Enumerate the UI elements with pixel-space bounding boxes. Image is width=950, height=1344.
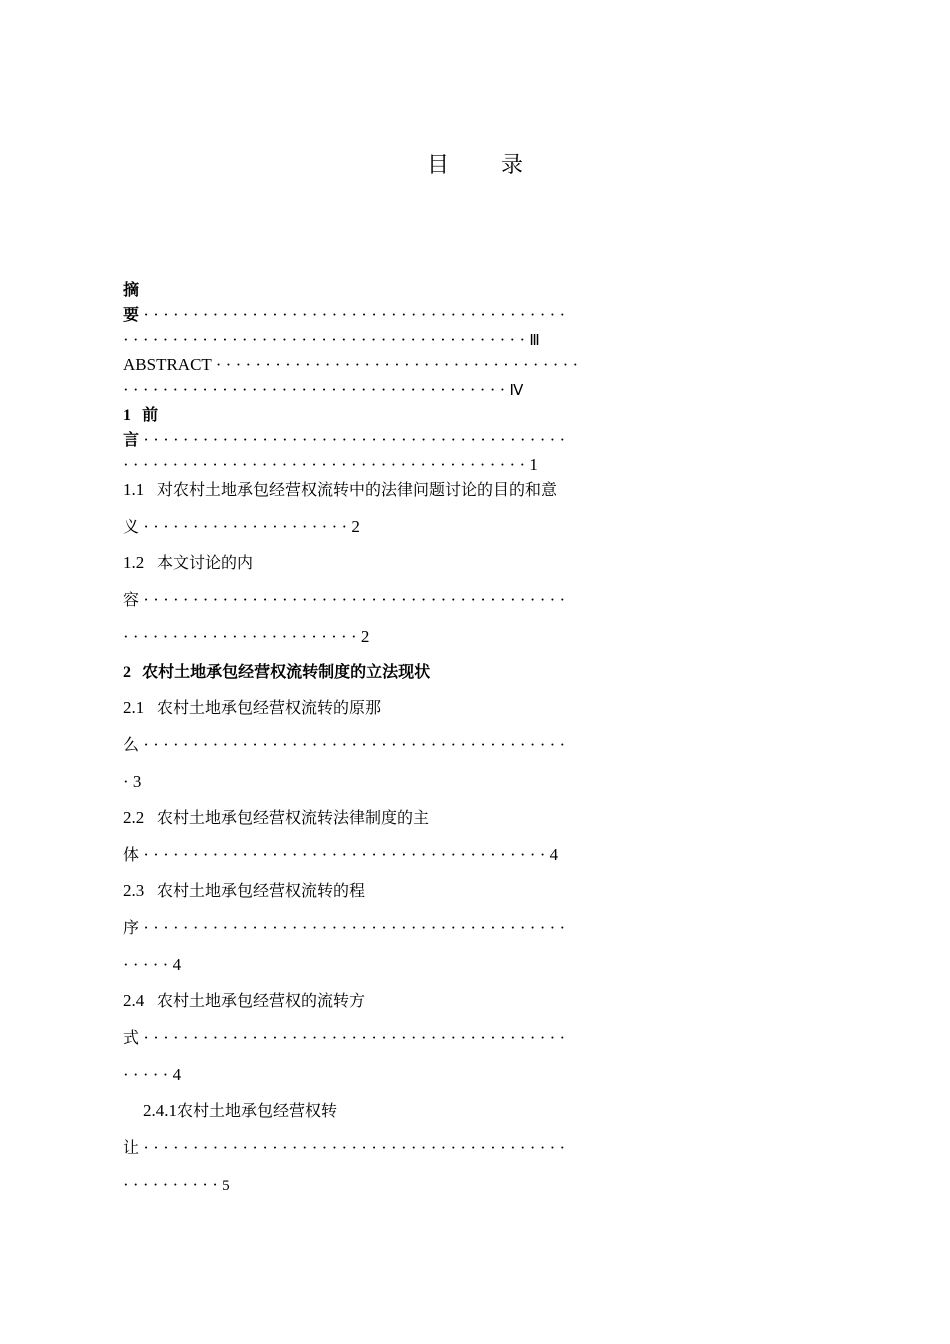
toc-entry-sec2-2-line1[interactable] <box>123 808 429 828</box>
toc-entry-sec2-2-line2[interactable] <box>123 845 558 865</box>
toc-page-number: 4 <box>172 955 182 974</box>
toc-label: 么 <box>123 735 140 754</box>
toc-leader: · · · · · · · · · · · · · · · · · · · · · · · · · · · · · · · · · · · · · · · · · · · <box>139 590 566 609</box>
toc-entry-sec1-2-line2[interactable] <box>123 590 565 610</box>
toc-leader: · · · · · · · · · · · · · · · · · · · · · · · · <box>123 627 361 646</box>
page-title <box>0 148 950 179</box>
toc-leader: · · · · · <box>123 1065 173 1084</box>
toc-section-number: 2.2 <box>123 808 145 827</box>
toc-entry-abstract-cn-line3[interactable] <box>123 330 540 351</box>
toc-label: 对农村土地承包经营权流转中的法律问题讨论的目的和意 <box>157 480 558 499</box>
toc-label: 式 <box>123 1028 140 1047</box>
toc-leader: · · · · · · · · · · · · · · · · · · · · · <box>139 517 352 536</box>
toc-leader: · · · · · · · · · · · · · · · · · · · · · · · · · · · · · · · · · · · · · <box>211 355 579 374</box>
toc-label: ABSTRACT <box>123 355 212 374</box>
toc-label: 农村土地承包经营权流转的原那 <box>157 698 382 717</box>
toc-section-number: 1 <box>123 407 131 424</box>
toc-section-number: 2.3 <box>123 881 145 900</box>
toc-page-number: 2 <box>351 517 360 536</box>
toc-entry-sec2-4-line1[interactable] <box>123 991 365 1011</box>
toc-entry-sec1-1-line1[interactable] <box>123 480 557 500</box>
toc-entry-sec2-4-1-line1[interactable] <box>143 1101 337 1121</box>
toc-leader: · · · · · · · · · · · · · · · · · · · · · · · · · · · · · · · · · · · · · · · · · · · <box>139 430 566 449</box>
toc-entry-sec2-1-line1[interactable] <box>123 698 381 718</box>
toc-label: 容 <box>123 590 140 609</box>
toc-leader: · · · · · · · · · · · · · · · · · · · · · · · · · · · · · · · · · · · · · · · · · · · <box>139 735 566 754</box>
toc-label: 农村土地承包经营权流转法律制度的主 <box>157 808 430 827</box>
toc-section-number: 1.2 <box>123 553 145 572</box>
toc-label: 农村土地承包经营权流转的程 <box>157 881 366 900</box>
toc-section-number: 2 <box>123 664 131 681</box>
toc-label: 要 <box>123 305 140 324</box>
toc-label: 农村土地承包经营权转 <box>177 1101 338 1120</box>
toc-label: 本文讨论的内 <box>157 553 254 572</box>
toc-page-number: 3 <box>132 772 142 791</box>
toc-entry-sec1-line1[interactable] <box>123 405 158 426</box>
toc-entry-sec2-3-line2[interactable] <box>123 918 565 938</box>
toc-entry-sec1-line2[interactable] <box>123 430 565 450</box>
toc-page-number: Ⅲ <box>529 333 540 349</box>
toc-leader: · · · · · · · · · · <box>123 1175 223 1194</box>
toc-label: 让 <box>123 1138 140 1157</box>
toc-entry-sec2-1-line3[interactable] <box>123 772 141 792</box>
toc-label: 农村土地承包经营权流转制度的立法现状 <box>142 662 431 681</box>
toc-label: 农村土地承包经营权的流转方 <box>157 991 366 1010</box>
toc-page-number: 4 <box>549 845 559 864</box>
toc-leader: · · · · · · · · · · · · · · · · · · · · · · · · · · · · · · · · · · · · · · · · · <box>139 845 550 864</box>
toc-entry-sec2[interactable] <box>123 662 430 683</box>
toc-leader: · · · · · · · · · · · · · · · · · · · · · · · · · · · · · · · · · · · · · · · · · · · <box>139 1028 566 1047</box>
toc-entry-sec2-4-line3[interactable] <box>123 1065 181 1085</box>
toc-page-number: 2 <box>360 627 370 646</box>
toc-entry-sec2-4-1-line3[interactable] <box>123 1175 230 1196</box>
toc-section-number: 2.1 <box>123 698 145 717</box>
toc-entry-sec2-4-line2[interactable] <box>123 1028 565 1048</box>
toc-label: 体 <box>123 845 140 864</box>
toc-leader: · · · · · · · · · · · · · · · · · · · · · · · · · · · · · · · · · · · · · · · <box>123 380 510 399</box>
toc-label: 义 <box>123 517 140 536</box>
toc-entry-sec1-2-line1[interactable] <box>123 553 253 573</box>
toc-leader: · · · · · · · · · · · · · · · · · · · · · · · · · · · · · · · · · · · · · · · · · · · <box>139 1138 566 1157</box>
toc-page-number: 4 <box>172 1065 182 1084</box>
toc-section-number: 1.1 <box>123 480 145 499</box>
toc-entry-sec1-line3[interactable] <box>123 455 538 475</box>
title-char-2: 录 <box>501 153 524 178</box>
toc-leader: · · · · · <box>123 955 173 974</box>
toc-label: 言 <box>123 430 140 449</box>
toc-entry-abstract-cn-line1[interactable] <box>123 280 139 300</box>
toc-section-number: 2.4 <box>123 991 145 1010</box>
toc-entry-sec2-3-line1[interactable] <box>123 881 365 901</box>
toc-entry-sec2-4-1-line2[interactable] <box>123 1138 565 1158</box>
toc-entry-abstract-en-line2[interactable] <box>123 380 523 401</box>
toc-entry-sec2-1-line2[interactable] <box>123 735 565 755</box>
toc-leader: · · · · · · · · · · · · · · · · · · · · · · · · · · · · · · · · · · · · · · · · · · · <box>139 918 566 937</box>
toc-leader: · · · · · · · · · · · · · · · · · · · · · · · · · · · · · · · · · · · · · · · · · <box>123 330 530 349</box>
toc-leader: · <box>123 772 133 791</box>
toc-leader: · · · · · · · · · · · · · · · · · · · · · · · · · · · · · · · · · · · · · · · · · · · <box>139 305 566 324</box>
toc-entry-sec1-1-line2[interactable] <box>123 517 360 537</box>
title-char-1: 目 <box>426 153 449 178</box>
toc-label: 前 <box>142 405 159 424</box>
toc-entry-abstract-en-line1[interactable] <box>123 355 578 375</box>
toc-leader: · · · · · · · · · · · · · · · · · · · · · · · · · · · · · · · · · · · · · · · · · <box>123 455 530 474</box>
toc-entry-sec2-3-line3[interactable] <box>123 955 181 975</box>
toc-page-number: 1 <box>529 455 538 474</box>
toc-label: 摘 <box>123 280 140 299</box>
toc-entry-abstract-cn-line2[interactable] <box>123 305 565 325</box>
toc-page-number: Ⅳ <box>509 383 524 399</box>
toc-entry-sec1-2-line3[interactable] <box>123 627 369 647</box>
toc-section-number: 2.4.1 <box>143 1101 177 1120</box>
toc-page-number: 5 <box>222 1178 230 1194</box>
toc-label: 序 <box>123 918 140 937</box>
